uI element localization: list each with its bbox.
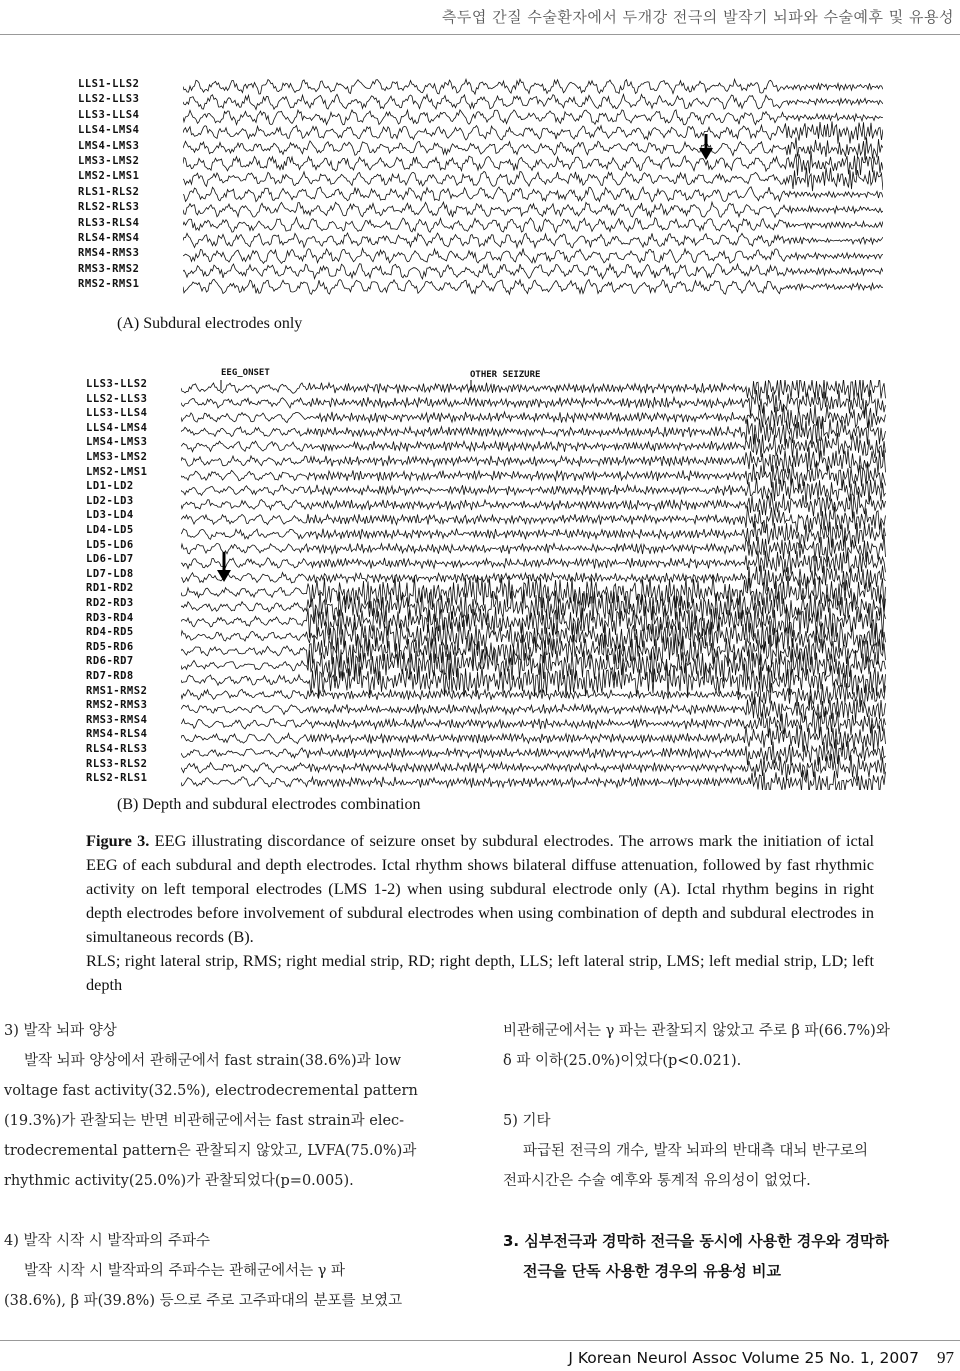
channel-label: LD4-LD5 <box>86 524 134 536</box>
channel-label: LLS3-LLS4 <box>78 108 140 121</box>
eeg-trace <box>183 151 883 175</box>
channel-label: LD7-LD8 <box>86 567 134 580</box>
channel-label: LD5-LD6 <box>86 538 134 551</box>
channel-label: LMS2-LMS1 <box>86 465 148 478</box>
body-line: (38.6%), β 파(39.8%) 등으로 주로 고주파대의 분포를 보였고 <box>4 1293 403 1309</box>
channel-label: RMS3-RMS4 <box>86 713 148 726</box>
eeg-trace <box>183 168 883 192</box>
other-seizure-marker: OTHER SEIZURE <box>470 370 541 380</box>
eeg-trace <box>181 551 886 576</box>
figure-caption-text: EEG illustrating discordance of seizure onset by subdural electrodes. The arrows mark the initiation of ictal EEG of each subdural and depth electrodes. Ictal rhythm shows bilateral diffuse attenuation, followed by fast rhythmic activity on left temporal electrodes (LMS 1-2) when using subdural electrode only (A). Ictal rhythm begins in right depth electrodes before involvement of subdural electrodes when using combination of depth and subdural electrodes in simultaneous records (B). <box>86 831 874 946</box>
eeg-trace <box>183 137 883 159</box>
eeg-trace <box>181 521 886 548</box>
eeg-trace <box>181 380 886 402</box>
channel-label: RD7-RD8 <box>86 670 134 682</box>
figure-caption <box>86 829 874 997</box>
channel-label: LMS4-LMS3 <box>86 436 148 449</box>
body-line: trodecremental pattern은 관찰되지 않았고, LVFA(75.0%)과 <box>4 1143 417 1159</box>
eeg-panel-b <box>86 368 886 790</box>
onset-arrow-b <box>217 552 231 582</box>
channel-label: LLS2-LLS3 <box>86 392 148 405</box>
eeg-trace <box>183 217 883 232</box>
subsection-heading: 전극을 단독 사용한 경우의 유용성 비교 <box>523 1262 781 1280</box>
channel-label: LLS1-LLS2 <box>78 78 140 90</box>
eeg-trace <box>183 110 883 125</box>
panel-a-caption: (A) Subdural electrodes only <box>117 315 303 332</box>
body-column-right <box>503 1016 958 1286</box>
body-line: 파급된 전극의 개수, 발작 뇌파의 반대측 대뇌 반구로의 <box>523 1143 869 1159</box>
section-heading: 3) 발작 뇌파 양상 <box>4 1023 117 1039</box>
body-line: voltage fast activity(32.5%), electrodecremental pattern <box>4 1083 418 1099</box>
eeg-trace <box>183 94 883 109</box>
channel-label: RLS2-RLS1 <box>86 772 148 785</box>
page-number: 97 <box>937 1348 954 1367</box>
channel-label: RMS4-RMS3 <box>78 247 140 260</box>
eeg-trace <box>183 264 883 279</box>
channel-label: RD6-RD7 <box>86 655 134 668</box>
running-title: 측두엽 간질 수술환자에서 두개강 전극의 발작기 뇌파와 수술예후 및 유용성 <box>441 8 954 26</box>
channel-label: RLS4-RLS3 <box>86 743 148 755</box>
channel-label: RD4-RD5 <box>86 626 134 639</box>
blank-line <box>4 1196 462 1226</box>
body-line: rhythmic activity(25.0%)가 관찰되었다(p=0.005). <box>4 1173 354 1189</box>
eeg-trace <box>183 121 883 143</box>
eeg-trace <box>183 202 883 217</box>
eeg-panel-a <box>78 78 883 304</box>
blank-line <box>503 1076 958 1106</box>
channel-label: LMS4-LMS3 <box>78 139 140 152</box>
channel-label: RMS2-RMS1 <box>78 278 140 291</box>
channel-label: RD5-RD6 <box>86 640 134 653</box>
figure-label: Figure 3. <box>86 831 150 850</box>
eeg-trace <box>181 478 886 504</box>
channel-label: LLS2-LLS3 <box>78 93 140 106</box>
channel-label: RD2-RD3 <box>86 597 134 609</box>
eeg-trace <box>181 754 886 781</box>
channel-label: LMS2-LMS1 <box>78 170 140 183</box>
channel-label: RLS3-RLS4 <box>78 216 140 229</box>
channel-label: RD3-RD4 <box>86 611 134 624</box>
channel-label: RLS2-RLS3 <box>78 201 140 214</box>
eeg-trace <box>183 233 883 248</box>
eeg-traces-b <box>181 380 886 790</box>
channel-label: RMS3-RMS2 <box>78 262 140 275</box>
channel-label: RD1-RD2 <box>86 582 134 595</box>
figure-abbreviations: RLS; right lateral strip, RMS; right medial strip, RD; right depth, LLS; left lateral strip, LMS; left medial strip, LD; left depth <box>86 951 874 994</box>
channel-label: LLS4-LMS4 <box>78 124 140 137</box>
channel-label: LLS3-LLS2 <box>86 378 148 390</box>
channel-label: RMS2-RMS3 <box>86 699 148 712</box>
body-column-left <box>4 1016 462 1316</box>
page-footer <box>568 1348 954 1368</box>
eeg-trace <box>183 187 883 202</box>
channel-label: LD6-LD7 <box>86 553 134 566</box>
eeg-trace <box>183 79 883 94</box>
channel-label: LLS3-LLS4 <box>86 407 148 420</box>
channel-label: RMS4-RLS4 <box>86 728 148 741</box>
eeg-trace <box>181 682 886 707</box>
section-heading: 5) 기타 <box>503 1113 551 1129</box>
body-line: 비관해군에서는 γ 파는 관찰되지 않았고 주로 β 파(66.7%)와 <box>503 1023 890 1039</box>
footer-rule <box>0 1340 960 1341</box>
channel-label: LMS3-LMS2 <box>86 451 148 463</box>
eeg-traces-a <box>183 78 883 304</box>
channel-label: LD1-LD2 <box>86 480 134 493</box>
section-heading: 4) 발작 시작 시 발작파의 주파수 <box>4 1233 211 1249</box>
subsection-heading: 3. 심부전극과 경막하 전극을 동시에 사용한 경우와 경막하 <box>503 1232 889 1250</box>
eeg-trace <box>183 279 883 294</box>
eeg-trace <box>181 696 886 722</box>
channel-label: RLS4-RMS4 <box>78 232 140 244</box>
channel-label: LMS3-LMS2 <box>78 155 140 167</box>
body-line: δ 파 이하(25.0%)이었다(p<0.021). <box>503 1053 742 1069</box>
journal-citation: J Korean Neurol Assoc Volume 25 No. 1, 2007 <box>568 1349 919 1367</box>
body-line: 전파시간은 수술 예후와 통계적 유의성이 없었다. <box>503 1173 811 1189</box>
eeg-trace <box>183 248 883 263</box>
channel-label: LD3-LD4 <box>86 509 134 522</box>
channel-label: RLS3-RLS2 <box>86 757 148 770</box>
channel-label: LD2-LD3 <box>86 494 134 507</box>
channel-label: LLS4-LMS4 <box>86 421 148 434</box>
blank-line <box>503 1196 958 1226</box>
eeg-trace <box>181 770 886 790</box>
body-line: (19.3%)가 관찰되는 반면 비관해군에서는 fast strain과 elec- <box>4 1113 405 1129</box>
panel-b-caption: (B) Depth and subdural electrodes combination <box>117 796 421 813</box>
body-line: 발작 뇌파 양상에서 관해군에서 fast strain(38.6%)과 low <box>24 1053 402 1069</box>
body-line: 발작 시작 시 발작파의 주파수는 관해군에서는 γ 파 <box>24 1263 346 1279</box>
running-header <box>0 0 960 35</box>
eeg-trace <box>181 404 886 430</box>
channel-label: RLS1-RLS2 <box>78 185 140 198</box>
channel-label: RMS1-RMS2 <box>86 684 148 697</box>
eeg-onset-marker: EEG_ONSET <box>221 368 270 378</box>
